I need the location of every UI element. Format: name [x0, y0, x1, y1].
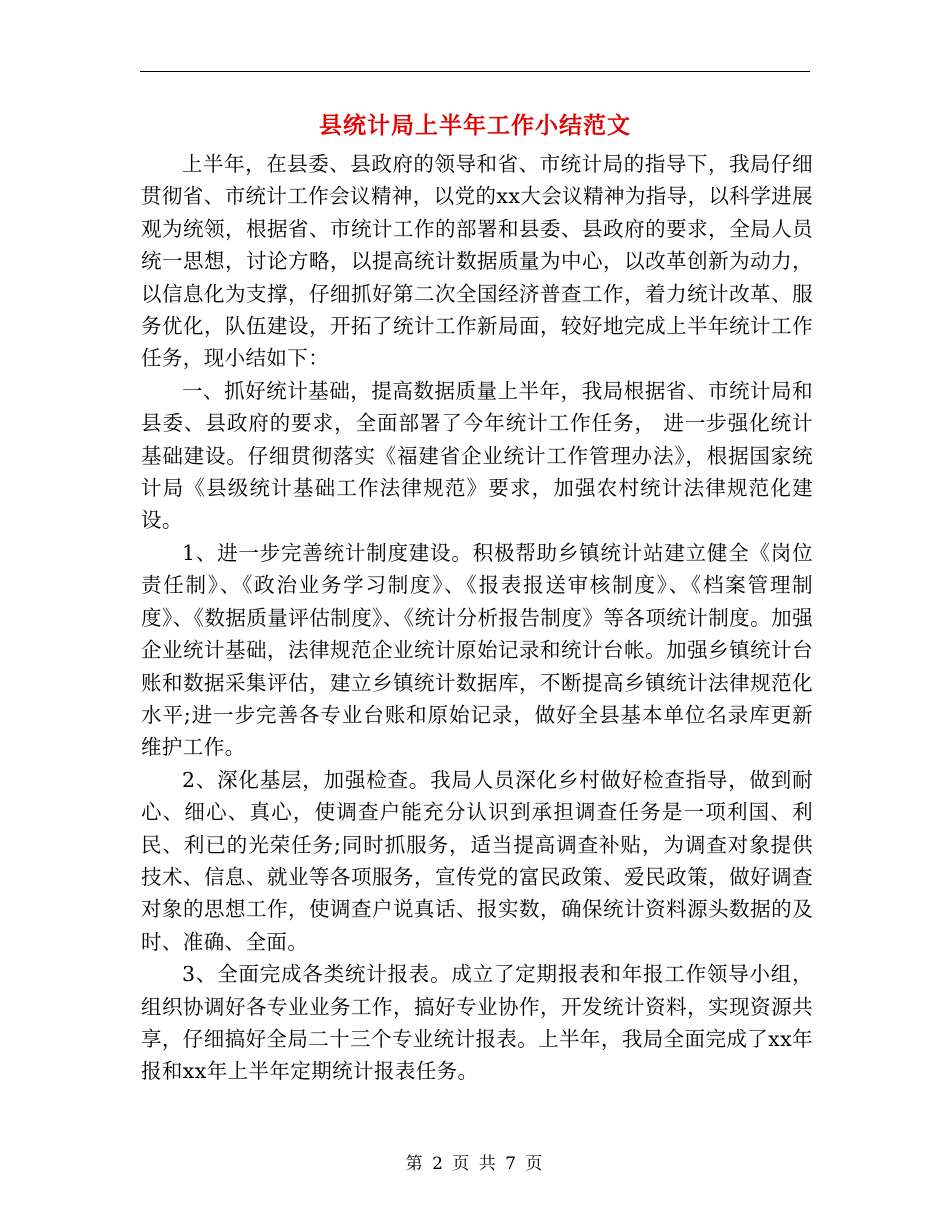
paragraph-item-1: 1、进一步完善统计制度建设。积极帮助乡镇统计站建立健全《岗位责任制》、《政治业务学习制度》、《报表报送审核制度》、《档案管理制度》、《数据质量评估制度》、《统计分析报告制度》等各项统计制度。加强企业统计基础，法律规范企业统计原始记录和统计台帐。加强乡镇统计台账和数据采集评估，建立乡镇统计数据库，不断提高乡镇统计法律规范化水平;进一步完善各专业台账和原始记录，做好全县基本单位名录库更新维护工作。 [141, 540, 813, 760]
paragraph-section-1: 一、抓好统计基础，提高数据质量上半年，我局根据省、市统计局和县委、县政府的要求，全面部署了今年统计工作任务， 进一步强化统计基础建设。仔细贯彻落实《福建省企业统计工作管理办法》，根据国家统计局《县级统计基础工作法律规范》要求，加强农村统计法律规范化建设。 [141, 378, 813, 533]
document-body [141, 148, 813, 1088]
header-rule [140, 71, 810, 72]
paragraph-item-3: 3、全面完成各类统计报表。成立了定期报表和年报工作领导小组，组织协调好各专业业务工作，搞好专业协作，开发统计资料，实现资源共享，仔细搞好全局二十三个专业统计报表。上半年，我局全面完成了xx年报和xx年上半年定期统计报表任务。 [141, 962, 813, 1084]
page-number-footer: 第 2 页 共 7 页 [405, 1154, 545, 1174]
paragraph-intro: 上半年，在县委、县政府的领导和省、市统计局的指导下，我局仔细贯彻省、市统计工作会议精神，以党的xx大会议精神为指导，以科学进展观为统领，根据省、市统计工作的部署和县委、县政府的要求，全局人员统一思想，讨论方略，以提高统计数据质量为中心，以改革创新为动力，以信息化为支撑，仔细抓好第二次全国经济普查工作，着力统计改革、服务优化，队伍建设，开拓了统计工作新局面，较好地完成上半年统计工作任务，现小结如下： [141, 152, 813, 371]
paragraph-item-2: 2、深化基层，加强检查。我局人员深化乡村做好检查指导，做到耐心、细心、真心，使调查户能充分认识到承担调查任务是一项利国、利民、利已的光荣任务;同时抓服务，适当提高调查补贴，为调查对象提供技术、信息、就业等各项服务，宣传党的富民政策、爱民政策，做好调查对象的思想工作，使调查户说真话、报实数，确保统计资料源头数据的及时、准确、全面。 [141, 767, 813, 954]
document-title: 县统计局上半年工作小结范文 [319, 112, 631, 139]
